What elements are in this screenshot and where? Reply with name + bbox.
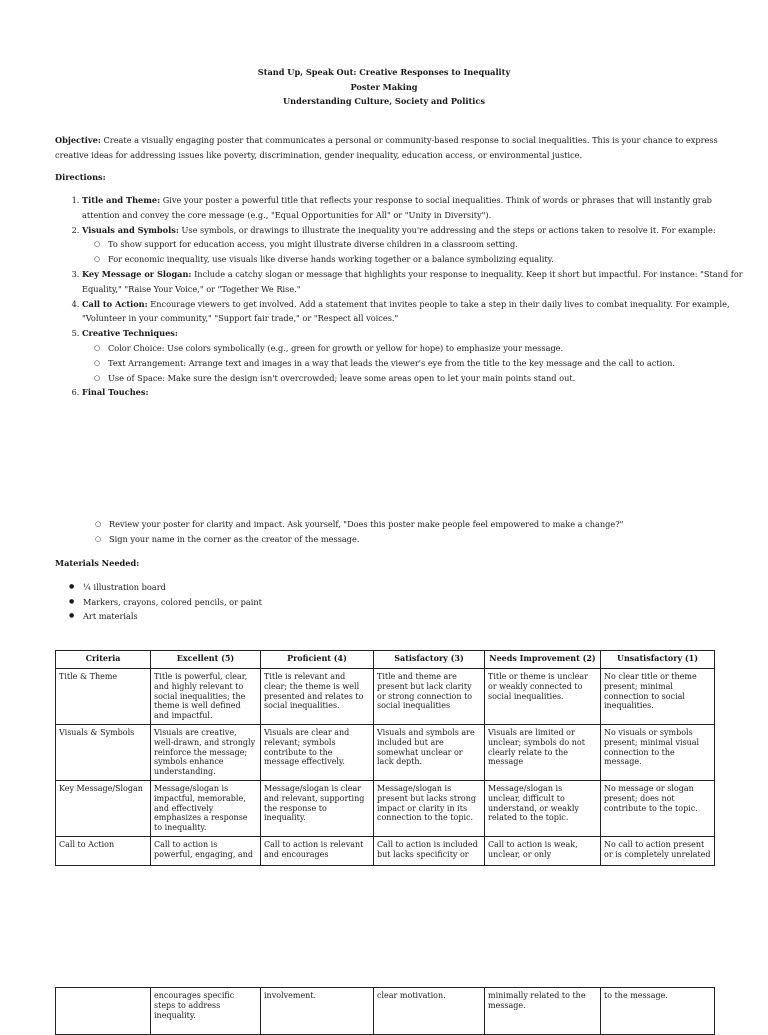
rubric-cell: Message/slogan is unclear, difficult to understand, or weakly related to the topic. [485,780,601,836]
rubric-cell: Message/slogan is present but lacks strong impact or clarity in its connection to the topic. [374,780,485,836]
rubric-cell: No visuals or symbols present; minimal visual connection to the message. [601,724,715,780]
rubric-table [55,650,715,866]
material-item: ● Art materials [69,609,262,624]
rubric-cell: No call to action present or is completely unrelated [601,836,715,865]
direction-label: Creative Techniques: [82,328,178,339]
direction-item [82,193,747,223]
direction-text: Encourage viewers to get involved. Add a statement that invites people to take a step in their daily lives to combat inequality. For example, "Volunteer in your community," "Support fair trade," or "Respect all voices." [82,298,730,324]
course-name: Understanding Culture, Society and Politics [283,96,485,107]
rubric-cell: Key Message/Slogan [56,780,151,836]
material-item: ● ¼ illustration board [69,580,262,595]
rubric-cell: Title & Theme [56,669,151,725]
table-row [56,780,715,836]
direction-sub-item: ○ Use of Space: Make sure the design isn't overcrowded; leave some areas open to let your main points stand out. [94,371,747,386]
direction-item [82,326,747,385]
table-row [56,669,715,725]
rubric-cell: Call to action is relevant and encourages [261,836,374,865]
rubric-cell: No message or slogan present; does not contribute to the topic. [601,780,715,836]
rubric-cell: Title and theme are present but lack clarity or strong connection to social inequalities [374,669,485,725]
rubric-cell: Call to Action [56,836,151,865]
rubric-cell: Call to action is powerful, engaging, and [151,836,261,865]
rubric-table-continuation [55,987,715,1035]
objective-text: Create a visually engaging poster that communicates a personal or community-based response to social inequalities. This is your chance to express creative ideas for addressing issues like poverty, discrimination, gender inequality, education access, or environmental justice. [55,135,718,161]
rubric-header-cell: Criteria [56,651,151,669]
rubric-header-cell: Unsatisfactory (1) [601,651,715,669]
rubric-cell: Visuals are limited or unclear; symbols do not clearly relate to the message [485,724,601,780]
rubric-header-row [56,651,715,669]
final-touch-item: ○ Review your poster for clarity and impact. Ask yourself, "Does this poster make people feel empowered to make a change?" [95,517,715,532]
material-item: ● Markers, crayons, colored pencils, or paint [69,595,262,610]
document-title: Stand Up, Speak Out: Creative Responses to Inequality [257,67,511,77]
materials-heading: Materials Needed: [55,558,140,568]
rubric-cell: to the message. [601,988,715,1035]
direction-label: Title and Theme: [82,195,161,205]
final-touches-list [95,517,715,547]
direction-sub-item: ○ For economic inequality, use visuals like diverse hands working together or a balance symbolizing equality. [94,252,747,267]
direction-text: Include a catchy slogan or message that highlights your response to inequality. Keep it short but impactful. For instance: "Stand for Equality," "Raise Your Voice," or "Together We Rise." [82,268,743,294]
direction-sub-list [82,341,747,385]
table-row [56,724,715,780]
objective-paragraph [55,133,720,164]
rubric-header-cell: Satisfactory (3) [374,651,485,669]
direction-item [82,223,747,267]
rubric-cell: Title is powerful, clear, and highly relevant to social inequalities; the theme is well defined and impactful. [151,669,261,725]
direction-item [82,267,747,297]
rubric-cell: Call to action is weak, unclear, or only [485,836,601,865]
rubric-cell: involvement. [261,988,374,1035]
rubric-header-cell: Proficient (4) [261,651,374,669]
rubric-cell: Visuals are creative, well-drawn, and strongly reinforce the message; symbols enhance understanding. [151,724,261,780]
document-subtitle: Poster Making [350,81,418,92]
rubric-cell: clear motivation. [374,988,485,1035]
direction-label: Call to Action: [82,298,148,309]
table-row [56,836,715,865]
rubric-cell: Title or theme is unclear or weakly connected to social inequalities. [485,669,601,725]
rubric-cell: Visuals & Symbols [56,724,151,780]
rubric-cell: Message/slogan is clear and relevant, supporting the response to inequality. [261,780,374,836]
direction-label: Key Message or Slogan: [82,268,192,279]
direction-sub-item: ○ To show support for education access, you might illustrate diverse children in a classroom setting. [94,237,747,252]
rubric-cell: Title is relevant and clear; the theme is well presented and relates to social inequalities. [261,669,374,725]
rubric-cell: No clear title or theme present; minimal connection to social inequalities. [601,669,715,725]
direction-sub-item: ○ Text Arrangement: Arrange text and images in a way that leads the viewer's eye from the title to the key message and the call to action. [94,356,747,371]
direction-text: Give your poster a powerful title that reflects your response to social inequalities. Think of words or phrases that will instantly grab attention and convey the core message (e.g., "Equal Opportunities for All" or "Unity in Diversity"). [82,195,712,220]
rubric-cell: Call to action is included but lacks specificity or [374,836,485,865]
direction-label: Final Touches: [82,387,149,398]
directions-list [55,193,747,400]
final-touch-item: ○ Sign your name in the corner as the creator of the message. [95,532,715,547]
rubric-cell: encourages specific steps to address inequality. [151,988,261,1035]
rubric-cell: minimally related to the message. [485,988,601,1035]
rubric-cell: Visuals and symbols are included but are somewhat unclear or lack depth. [374,724,485,780]
direction-text: Use symbols, or drawings to illustrate the inequality you're addressing and the steps or actions taken to resolve it. For example: [181,224,716,235]
directions-heading: Directions: [55,172,106,182]
objective-label: Objective: [55,135,101,145]
rubric-header-cell: Excellent (5) [151,651,261,669]
table-row [56,988,715,1035]
rubric-cell [56,988,151,1035]
materials-list [69,580,262,624]
title-block [0,65,768,109]
rubric-header-cell: Needs Improvement (2) [485,651,601,669]
direction-label: Visuals and Symbols: [82,224,179,235]
rubric-cell: Visuals are clear and relevant; symbols contribute to the message effectively. [261,724,374,780]
direction-item [82,385,747,400]
rubric-cell: Message/slogan is impactful, memorable, and effectively emphasizes a response to inequality. [151,780,261,836]
direction-sub-list [82,237,747,267]
direction-sub-item: ○ Color Choice: Use colors symbolically (e.g., green for growth or yellow for hope) to emphasize your message. [94,341,747,356]
direction-item [82,297,747,327]
